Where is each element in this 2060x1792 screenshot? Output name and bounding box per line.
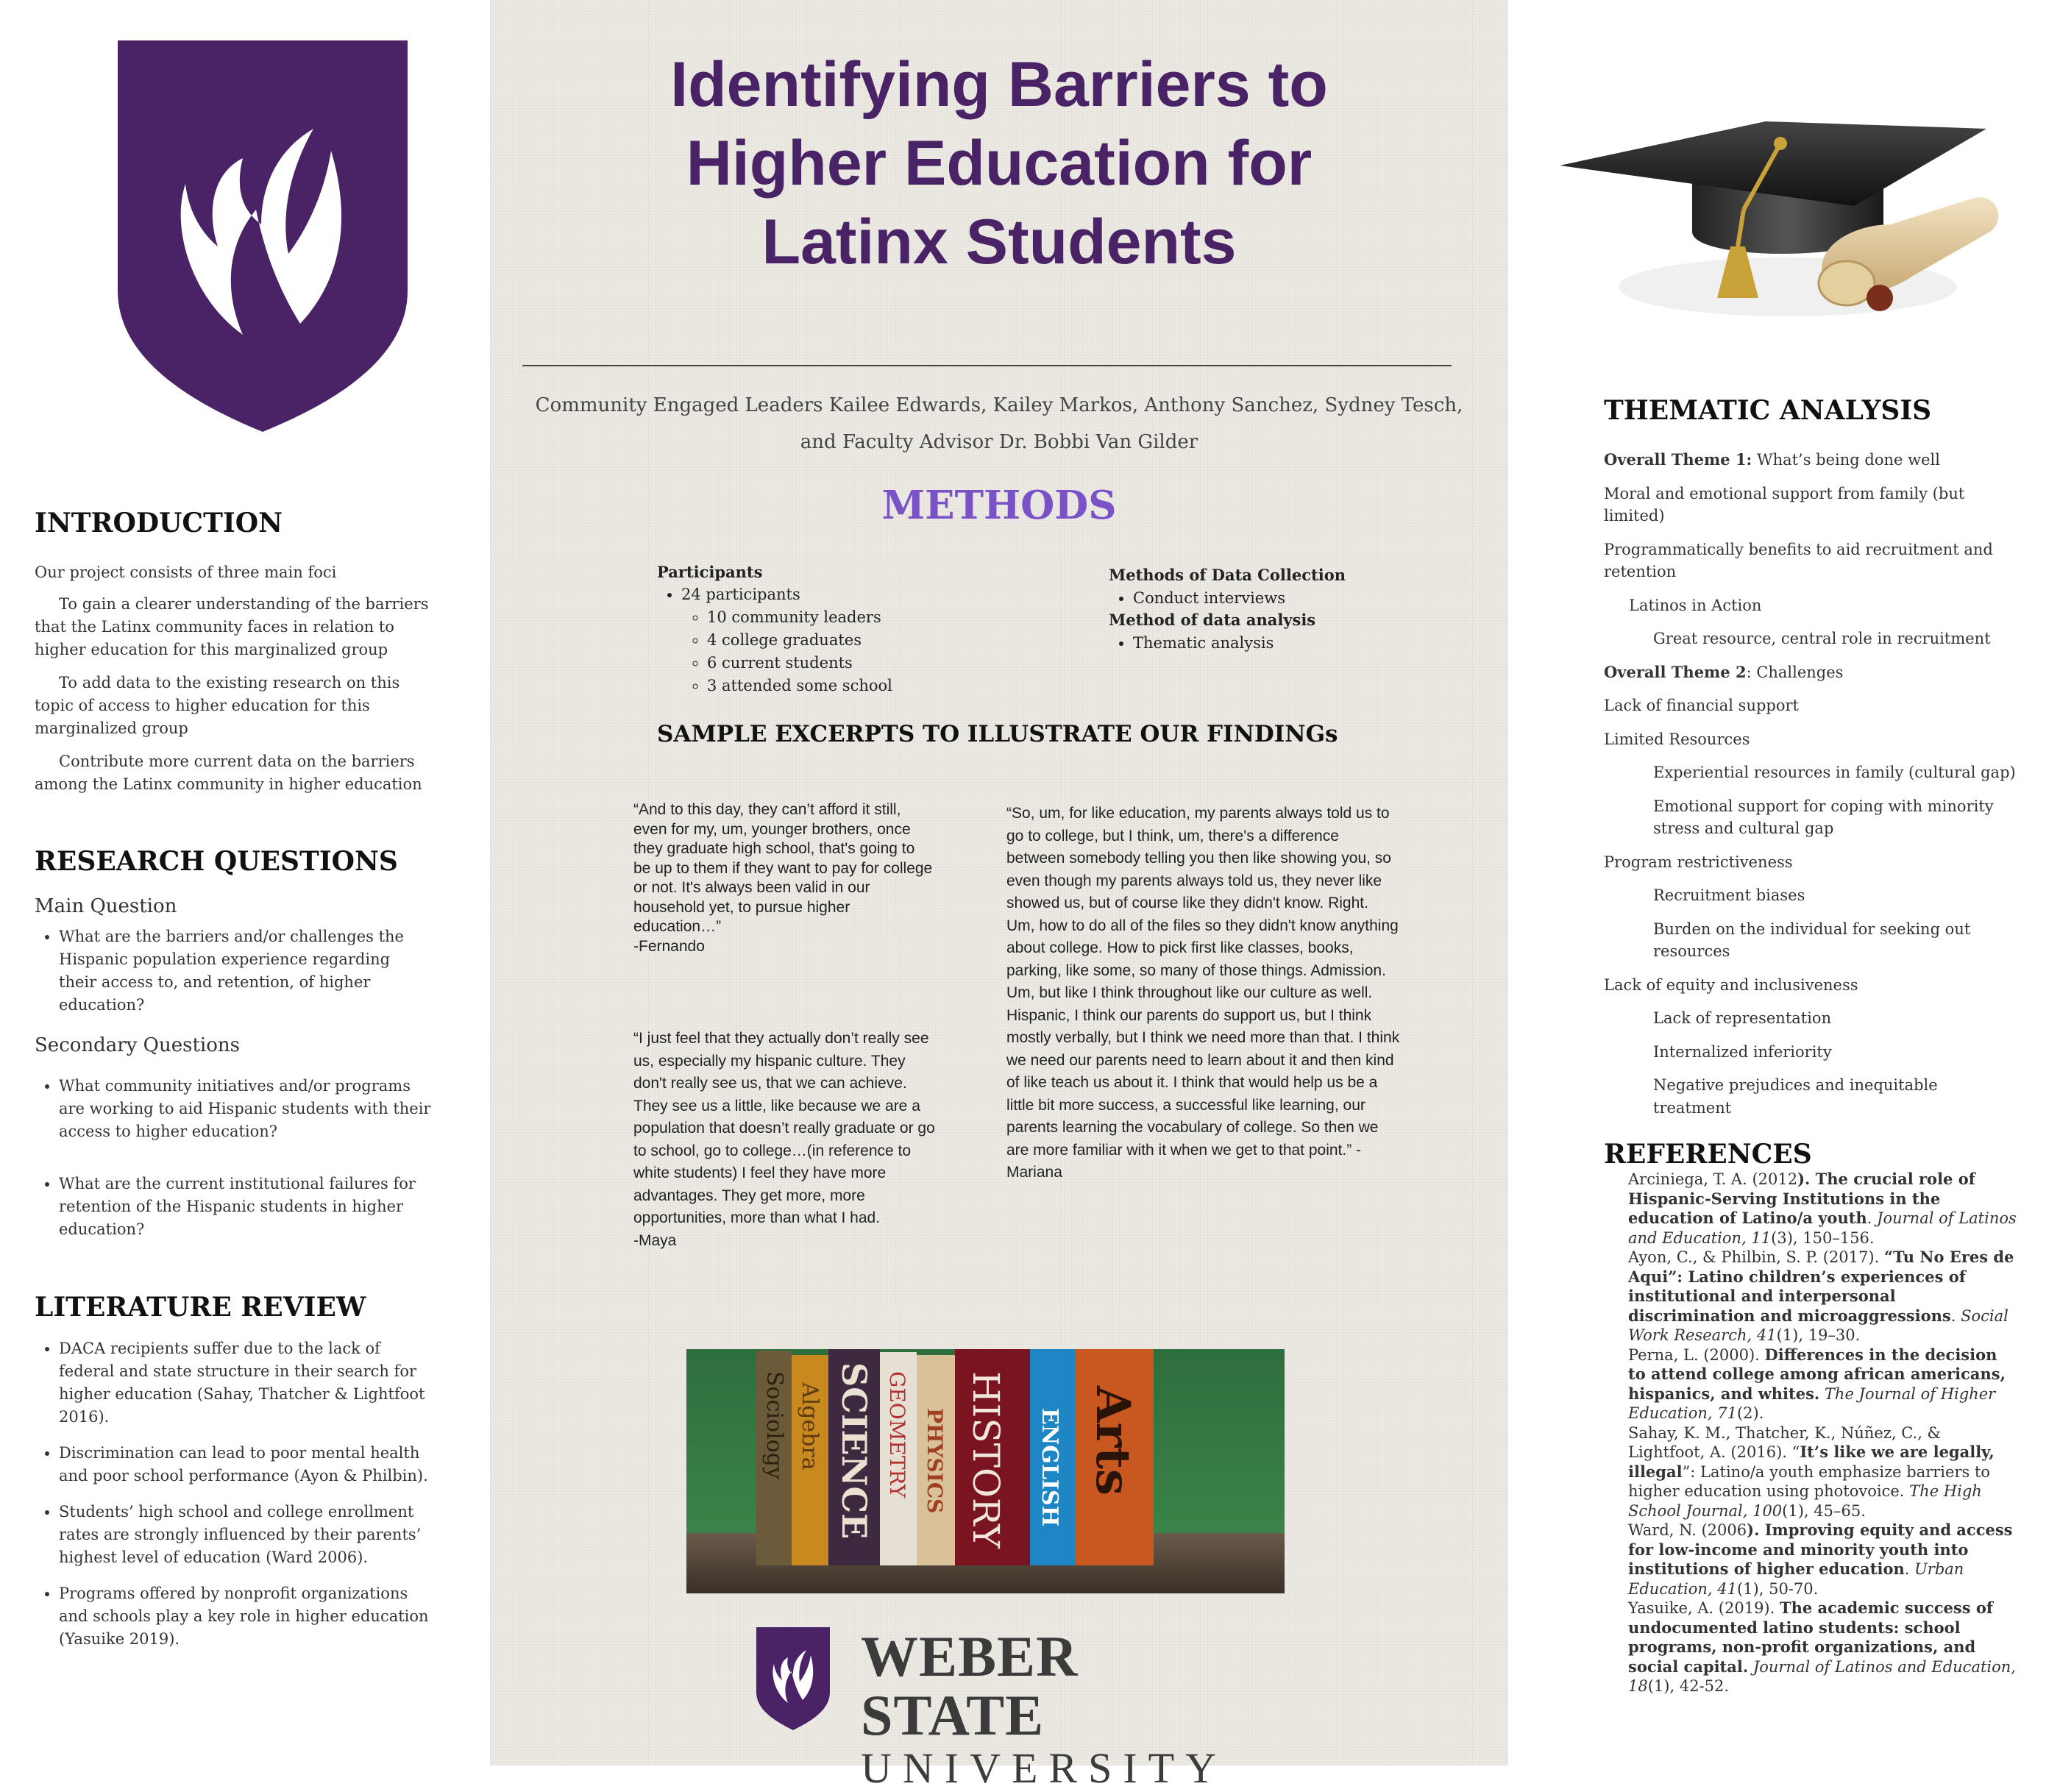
graduation-cap-image	[1545, 99, 2016, 342]
reference-item: Sahay, K. M., Thatcher, K., Núñez, C., & Lightfoot, A. (2016). “It’s like we are legally, illegal”: Latino/a youth emphasize barriers to higher education using photovoice. The High School Journal, 100(1), 45–65.	[1628, 1423, 1995, 1520]
literature-item: • Programs offered by nonprofit organizations and schools play a key role in higher education (Yasuike 2019).	[59, 1582, 432, 1651]
theme-item: Lack of equity and inclusiveness	[1604, 975, 1858, 994]
introduction-body	[35, 561, 439, 796]
theme-subitem: Internalized inferiority	[1653, 1042, 1832, 1061]
methods-heading: METHODS	[881, 483, 1117, 528]
poster-title	[490, 46, 1508, 282]
introduction-focus: To add data to the existing research on this topic of access to higher education for this marginalized group	[35, 674, 400, 737]
analysis-label: Method of data analysis	[1109, 611, 1316, 629]
literature-review-body	[35, 1337, 432, 1664]
weber-shield-logo	[118, 40, 408, 432]
book-label: Arts	[1085, 1386, 1140, 1496]
reference-item: Ward, N. (2006). Improving equity and access for low-income and minority youth into institutions of higher education. Urban Education, 41(1), 50-70.	[1628, 1521, 2013, 1598]
secondary-question: • What are the current institutional failures for retention of the Hispanic students in higher education?	[59, 1173, 432, 1241]
thematic-analysis-body	[1604, 449, 2016, 1130]
reference-item: Yasuike, A. (2019). The academic success of undocumented latino students: school programs, non-profit organizations, and social capital. Journal of Latinos and Education, 18(1), 42-52.	[1628, 1599, 2016, 1695]
authors	[490, 387, 1508, 461]
participants-item: ◦ 4 college graduates	[707, 629, 1069, 652]
research-questions-heading: RESEARCH QUESTIONS	[35, 846, 398, 877]
introduction-focus: Contribute more current data on the barriers among the Latinx community in higher education	[35, 753, 422, 793]
theme-subitem: Burden on the individual for seeking out resources	[1653, 920, 1971, 960]
weber-state-wordmark	[861, 1624, 1229, 1792]
main-question-label: Main Question	[35, 895, 177, 917]
participants-label: Participants	[657, 563, 763, 581]
literature-item: • DACA recipients suffer due to the lack of federal and state structure in their search for higher education (Sahay, Thatcher & Lightfoot 2016).	[59, 1337, 432, 1429]
title-divider	[522, 365, 1452, 366]
introduction-focus: To gain a clearer understanding of the barriers that the Latinx community faces in relation to higher education for this marginalized group	[35, 595, 429, 658]
collection-label: Methods of Data Collection	[1109, 566, 1346, 584]
collection-item: • Conduct interviews	[1133, 587, 1462, 610]
secondary-questions-label: Secondary Questions	[35, 1034, 240, 1056]
theme-1: Overall Theme 1: What’s being done well	[1604, 450, 1940, 469]
methods-participants	[657, 561, 1069, 697]
participants-item: ◦ 6 current students	[707, 652, 1069, 675]
participants-item: ◦ 3 attended some school	[707, 675, 1069, 697]
research-questions-body	[35, 895, 432, 1254]
excerpt-mariana: “So, um, for like education, my parents always told us to go to college, but I think, um, there's a difference between somebody telling you then like showing you, so even though my parents always told us, they never like showed us, but of course like they didn't know. Right. Um, how to do all of the files so they didn't know anything about college. How to pick first like classes, books, parking, like some, so many of those things. Admission. Um, but like I think throughout like our culture as well. Hispanic, I think our parents do support us, but I think mostly verbally, but I think we need more than that. I think we need our parents need to learn about it and then kind of like teach us about it. I think that would help us be a little bit more success, a successful like learning, our parents learning the vocabulary of college. So then we are more familiar with it when we get to that point.” -Mariana	[1006, 805, 1400, 1181]
participants-item: ◦ 10 community leaders	[707, 606, 1069, 629]
title-line-1: Identifying Barriers to	[670, 49, 1328, 120]
books-image	[686, 1349, 1285, 1593]
theme-item: Program restrictiveness	[1604, 853, 1793, 871]
theme-item: Limited Resources	[1604, 730, 1750, 748]
reference-item: Ayon, C., & Philbin, S. P. (2017). “Tu No Eres de Aqui”: Latino children’s experiences of institutional and interpersonal discrimination and microaggressions. Social Work Research, 41(1), 19–30.	[1628, 1248, 2014, 1344]
weber-state-small-shield	[756, 1627, 830, 1730]
reference-item: Perna, L. (2000). Differences in the decision to attend college among african americans, hispanics, and whites. The Journal of Higher Education, 71(2).	[1628, 1345, 2006, 1422]
literature-review-heading: LITERATURE REVIEW	[35, 1292, 366, 1323]
wordmark-line-2: UNIVERSITY	[861, 1744, 1227, 1792]
theme-subitem: Great resource, central role in recruitment	[1653, 630, 1991, 647]
references-body	[1628, 1170, 2018, 1696]
excerpt-maya: “I just feel that they actually don’t really see us, especially my hispanic culture. They don't really see us, that we can achieve. They see us a little, like because we are a population that doesn’t really graduate or go to school, go to college…(in reference to white students) I feel they have more advantages. They get more, more opportunities, more than what I had. -Maya	[633, 1030, 935, 1249]
methods-collection	[1109, 564, 1462, 654]
book-label: GEOMETRY	[885, 1371, 909, 1498]
theme-subitem: Negative prejudices and inequitable treatment	[1653, 1076, 1938, 1117]
theme-subitem: Emotional support for coping with minority stress and cultural gap	[1653, 797, 1994, 837]
literature-item: • Students’ high school and college enrollment rates are strongly influenced by their parents’ highest level of education (Ward 2006).	[59, 1501, 432, 1569]
authors-line-2: and Faculty Advisor Dr. Bobbi Van Gilder	[800, 431, 1198, 453]
theme-subitem: Experiential resources in family (cultural gap)	[1653, 764, 2016, 781]
secondary-question: • What community initiatives and/or programs are working to aid Hispanic students with their access to higher education?	[59, 1075, 432, 1143]
participants-total: • 24 participants ◦ 10 community leaders ◦ 4 college graduates ◦ 6 current students ◦ 3 attended some school	[681, 583, 1069, 697]
introduction-lead: Our project consists of three main foci	[35, 563, 337, 581]
theme-2: Overall Theme 2: Challenges	[1604, 662, 1844, 681]
book-label: ENGLISH	[1037, 1408, 1062, 1527]
references-heading: REFERENCES	[1604, 1139, 1812, 1170]
book-label: PHYSICS	[923, 1408, 947, 1514]
theme-item: Moral and emotional support from family (but limited)	[1604, 484, 1965, 525]
theme-item: Programmatically benefits to aid recruitment and retention	[1604, 540, 1993, 580]
excerpts-heading: SAMPLE EXCERPTS TO ILLUSTRATE OUR FINDINGs	[657, 721, 1338, 747]
main-question: • What are the barriers and/or challenges the Hispanic population experience regarding their access to, and retention, of higher education?	[59, 925, 432, 1017]
introduction-heading: INTRODUCTION	[35, 508, 283, 538]
excerpt-fernando: “And to this day, they can’t afford it still, even for my, um, younger brothers, once they graduate high school, that's going to be up to them if they want to pay for college or not. It's always been valid in our household yet, to pursue higher education…” -Fernando	[633, 801, 933, 955]
theme-item: Lack of financial support	[1604, 697, 1799, 714]
book-label: HISTORY	[965, 1371, 1007, 1549]
title-line-3: Latinx Students	[761, 207, 1237, 277]
title-line-2: Higher Education for	[686, 128, 1313, 199]
book-label: SCIENCE	[834, 1362, 874, 1540]
theme-subitem: Recruitment biases	[1653, 886, 1805, 904]
literature-item: • Discrimination can lead to poor mental health and poor school performance (Ayon & Philbin).	[59, 1442, 432, 1487]
authors-line-1: Community Engaged Leaders Kailee Edwards, Kailey Markos, Anthony Sanchez, Sydney Tesch,	[535, 394, 1463, 416]
theme-item: Latinos in Action	[1629, 596, 1762, 614]
theme-subitem: Lack of representation	[1653, 1009, 1832, 1027]
book-label: Algebra	[797, 1382, 823, 1471]
thematic-analysis-heading: THEMATIC ANALYSIS	[1604, 395, 1932, 426]
wordmark-line-1: WEBER STATE	[861, 1624, 1079, 1747]
reference-item: Arciniega, T. A. (2012). The crucial role of Hispanic-Serving Institutions in the education of Latino/a youth. Journal of Latinos and Education, 11(3), 150–156.	[1628, 1170, 2017, 1247]
book-label: Sociology	[761, 1371, 787, 1479]
analysis-item: • Thematic analysis	[1133, 632, 1462, 655]
